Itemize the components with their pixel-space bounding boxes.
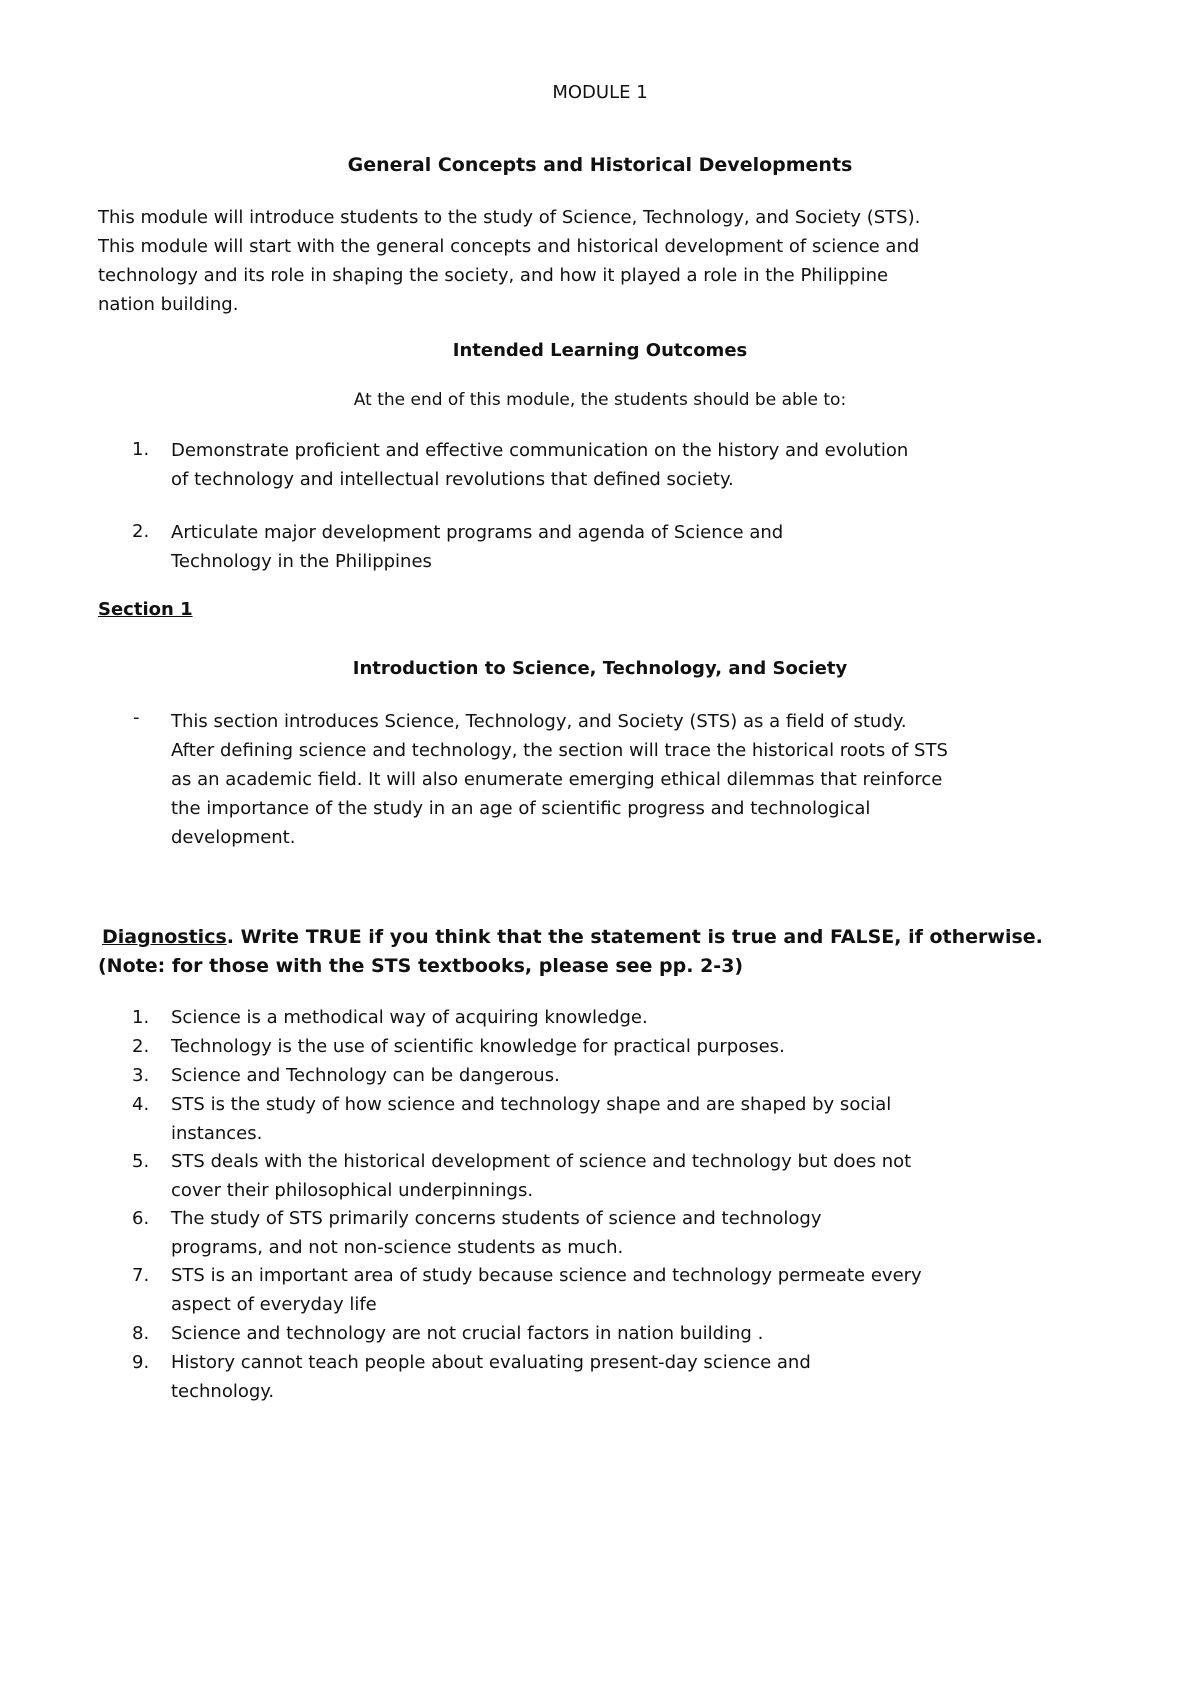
section-description [171,707,1031,852]
section-line: development. [171,827,296,848]
item-line: History cannot teach people about evaluating present-day science and [171,1352,811,1373]
section-line: as an academic field. It will also enumerate emerging ethical dilemmas that reinforce [171,769,943,790]
item-number: 2. [132,1036,150,1057]
item-line: STS deals with the historical development of science and technology but does not [171,1151,912,1172]
outcome-line: Articulate major development programs and agenda of Science and [171,522,784,543]
item-line: Science and Technology can be dangerous. [171,1065,560,1086]
outcome-item [171,436,908,494]
item-number: 4. [132,1094,150,1115]
item-text [171,1061,1031,1090]
section-heading: Introduction to Science, Technology, and Society [352,658,848,679]
item-text [171,1348,1031,1406]
item-text [171,1319,1031,1348]
item-number: 9. [132,1352,150,1373]
item-line: STS is the study of how science and technology shape and are shaped by social [171,1094,892,1115]
bullet-dash: - [133,707,140,728]
outcome-line: of technology and intellectual revolutions that defined society. [171,469,734,490]
item-line: Technology is the use of scientific knowledge for practical purposes. [171,1036,785,1057]
diagnostics-instruction [102,926,1043,948]
item-line: instances. [171,1123,263,1144]
item-text [171,1147,1031,1205]
intro-line: technology and its role in shaping the society, and how it played a role in the Philippine [98,265,889,286]
item-line: Science is a methodical way of acquiring knowledge. [171,1007,648,1028]
item-number: 3. [132,1065,150,1086]
item-line: STS is an important area of study because science and technology permeate every [171,1265,922,1286]
item-line: Science and technology are not crucial factors in nation building . [171,1323,764,1344]
module-title: MODULE 1 [552,82,648,103]
section-line: After defining science and technology, the section will trace the historical roots of STS [171,740,948,761]
diagnostics-note: (Note: for those with the STS textbooks, please see pp. 2-3) [98,955,744,977]
outcome-line: Technology in the Philippines [171,551,432,572]
item-line: cover their philosophical underpinnings. [171,1180,534,1201]
item-line: The study of STS primarily concerns students of science and technology [171,1208,822,1229]
item-number: 1. [132,1007,150,1028]
section-line: the importance of the study in an age of scientific progress and technological [171,798,871,819]
diagnostics-label: Diagnostics [102,926,227,948]
diagnostics-instruction-text: . Write TRUE if you think that the statement is true and FALSE, if otherwise. [226,926,1043,948]
item-text [171,1204,1031,1262]
section-label: Section 1 [98,599,193,620]
intro-line: This module will start with the general concepts and historical development of science and [98,236,920,257]
module-subtitle: General Concepts and Historical Developments [347,154,853,176]
outcome-number: 1. [132,439,150,460]
item-text [171,1003,1031,1032]
outcomes-heading: Intended Learning Outcomes [452,340,748,361]
item-text [171,1032,1031,1061]
item-number: 6. [132,1208,150,1229]
intro-line: This module will introduce students to the study of Science, Technology, and Society (STS). [98,207,921,228]
item-number: 5. [132,1151,150,1172]
intro-line: nation building. [98,294,239,315]
module-intro [98,203,1041,319]
outcome-item [171,518,783,576]
item-text [171,1090,1031,1148]
item-line: aspect of everyday life [171,1294,377,1315]
item-line: technology. [171,1381,275,1402]
section-line: This section introduces Science, Technology, and Society (STS) as a field of study. [171,711,907,732]
outcome-number: 2. [132,521,150,542]
item-text [171,1261,1031,1319]
item-number: 7. [132,1265,150,1286]
item-number: 8. [132,1323,150,1344]
outcomes-lead: At the end of this module, the students should be able to: [353,390,847,410]
item-line: programs, and not non-science students as much. [171,1237,624,1258]
outcome-line: Demonstrate proficient and effective communication on the history and evolution [171,440,909,461]
